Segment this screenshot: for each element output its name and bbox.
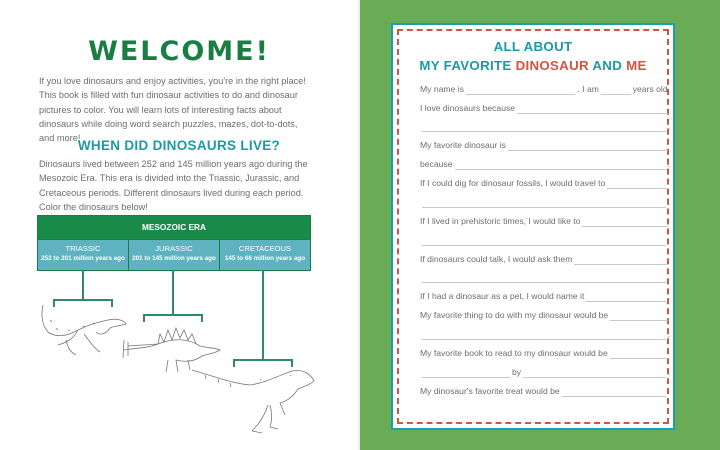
form-label: If I lived in prehistoric times, I would like to [420, 216, 581, 226]
card-title-line2 [393, 58, 673, 73]
book-author-blank[interactable] [523, 368, 666, 378]
book-title-blank[interactable] [422, 368, 510, 378]
form-name-age [420, 83, 670, 95]
welcome-title: WELCOME! [88, 36, 270, 67]
period-mark: . [667, 272, 670, 282]
form-prehistoric [420, 215, 670, 227]
form-label: by [512, 367, 522, 377]
love-because-blank[interactable] [517, 104, 668, 114]
pet-blank[interactable] [586, 292, 665, 302]
form-label: . I am [577, 84, 599, 94]
title-highlight: ME [626, 58, 647, 73]
form-label: My favorite dinosaur is [420, 140, 506, 150]
title-highlight: DINOSAUR [515, 58, 589, 73]
period-mark: . [667, 291, 670, 301]
period-triassic [38, 240, 129, 270]
because-blank[interactable] [455, 160, 666, 170]
form-treat [420, 385, 670, 397]
form-label: My dinosaur's favorite treat would be [420, 386, 560, 396]
period-mark: . [667, 367, 670, 377]
connector-line [262, 270, 264, 360]
form-label: If I could dig for dinosaur fossils, I would travel to [420, 178, 606, 188]
name-blank[interactable] [466, 85, 575, 95]
period-name: JURASSIC [155, 244, 193, 253]
period-name: CRETACEOUS [238, 244, 292, 253]
thing-blank[interactable] [610, 311, 668, 321]
form-label: My favorite book to read to my dinosaur would be [420, 348, 608, 358]
form-pet [420, 290, 670, 302]
period-mark: . [667, 197, 670, 207]
talk-blank[interactable] [574, 255, 668, 265]
form-label: My favorite thing to do with my dinosaur would be [420, 310, 609, 320]
form-label: years old. [632, 84, 670, 94]
prehistoric-blank-2[interactable] [422, 236, 666, 246]
period-range: 201 to 145 million years ago [132, 255, 216, 262]
period-name: TRIASSIC [65, 244, 101, 253]
dig-blank[interactable] [607, 179, 668, 189]
form-thing-cont [420, 328, 670, 340]
left-page [0, 0, 358, 450]
form-label: If dinosaurs could talk, I would ask them [420, 254, 573, 264]
period-mark: . [667, 121, 670, 131]
tyrannosaurus-icon [190, 365, 320, 440]
form-book-by [420, 366, 670, 378]
prehistoric-blank[interactable] [582, 217, 668, 227]
connector-line [143, 314, 203, 316]
form-because [420, 158, 670, 170]
form-prehistoric-cont [420, 234, 670, 246]
form-label: I love dinosaurs because [420, 103, 516, 113]
treat-blank[interactable] [562, 387, 666, 397]
triassic-dinosaur-icon [38, 300, 128, 360]
form-love-because [420, 102, 670, 114]
form-talk-cont [420, 271, 670, 283]
title-text: MY FAVORITE [419, 58, 516, 73]
book-blank[interactable] [610, 349, 668, 359]
era-table [37, 215, 311, 271]
dig-blank-2[interactable] [422, 198, 666, 208]
connector-line [233, 359, 293, 361]
period-mark: . [667, 329, 670, 339]
connector-line [82, 270, 84, 300]
form-dig [420, 177, 670, 189]
intro-paragraph: If you love dinosaurs and enjoy activities, you're in the right place! This book is filled with fun dinosaur activities to do and dinosaur pictures to color. You will learn lots of interesting facts about dinosaurs while doing word search puzzles, mazes, dot-to-dots, and more! [39, 76, 306, 144]
period-range: 252 to 201 million years ago [41, 255, 125, 262]
title-text: AND [588, 58, 627, 73]
form-dig-cont [420, 196, 670, 208]
form-label: because [420, 159, 453, 169]
form-label: If I had a dinosaur as a pet, I would name it [420, 291, 585, 301]
activity-card [391, 23, 675, 430]
talk-blank-2[interactable] [422, 273, 666, 283]
form-thing [420, 309, 670, 321]
form-book [420, 347, 670, 359]
favorite-dino-blank[interactable] [508, 141, 668, 151]
form-favorite-dino [420, 139, 670, 151]
age-blank[interactable] [601, 85, 631, 95]
period-range: 145 to 66 million years ago [224, 255, 306, 262]
form-love-because-cont [420, 120, 670, 132]
section-heading: WHEN DID DINOSAURS LIVE? [77, 138, 281, 153]
period-mark: . [667, 235, 670, 245]
form-label: My name is [420, 84, 464, 94]
period-cretaceous [220, 240, 310, 270]
connector-line [172, 270, 174, 315]
thing-blank-2[interactable] [422, 330, 666, 340]
period-jurassic [129, 240, 220, 270]
card-title-line1: ALL ABOUT [493, 39, 573, 54]
love-because-blank-2[interactable] [422, 122, 666, 132]
period-mark: . [667, 159, 670, 169]
era-title: MESOZOIC ERA [141, 222, 207, 232]
period-mark: . [667, 386, 670, 396]
form-talk [420, 253, 670, 265]
body-paragraph: Dinosaurs lived between 252 and 145 million years ago during the Mesozoic Era. This era is divided into the Triassic, Jurassic, and Cretaceous periods. Different dinosaurs lived during each period. Color the dinosaurs below! [39, 159, 308, 212]
